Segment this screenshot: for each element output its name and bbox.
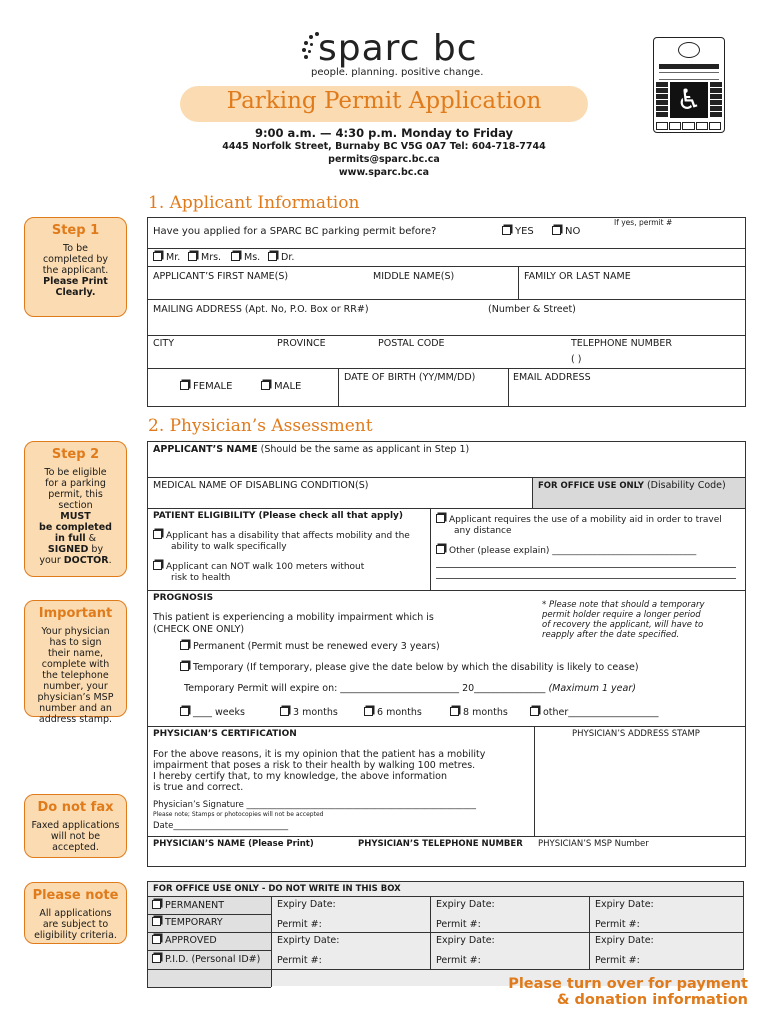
no-option[interactable]: NO — [552, 226, 580, 237]
step2-text: To be eligible — [44, 467, 107, 478]
duration-8-months[interactable]: 8 months — [450, 707, 508, 718]
tagline: people. planning. positive change. — [311, 67, 484, 78]
office-expiry-date: Expirty Date: — [277, 935, 340, 946]
footer-line: Please turn over for payment — [508, 976, 748, 992]
prognosis-temporary[interactable]: Temporary (If temporary, please give the date below by which the disability is likely to cease) — [180, 662, 639, 673]
important-title: Important — [38, 606, 113, 621]
office-expiry-date: Expiry Date: — [436, 899, 495, 910]
step1-text: completed by — [42, 254, 109, 265]
8-months-checkbox[interactable] — [450, 707, 459, 716]
eligibility-mobility-aid[interactable]: Applicant requires the use of a mobility aid in order to travel — [436, 514, 722, 525]
no-fax-title: Do not fax — [37, 800, 114, 815]
step1-text: the applicant. — [42, 265, 109, 276]
first-name-field[interactable]: APPLICANT’S FIRST NAME(S) — [153, 271, 289, 282]
eligibility-cannot-walk[interactable]: Applicant can NOT walk 100 meters without — [153, 561, 364, 572]
office-permit-number: Permit #: — [277, 955, 322, 966]
duration-other[interactable]: other___________________ — [530, 707, 659, 718]
certification-text: For the above reasons, it is my opinion that the patient has a mobility impairment that poses a risk to their health by walking 100 metres. I hereby certify that, to my knowledge, the above information is true and correct. — [153, 749, 486, 793]
office-permit-number: Permit #: — [436, 955, 481, 966]
temporary-expiry-field[interactable]: Temporary Permit will expire on: _________________________ 20_______________ (Maximum 1 year) — [184, 683, 636, 694]
important-text: the telephone — [42, 670, 109, 681]
eligibility-checkbox[interactable] — [436, 545, 445, 554]
important-box — [24, 600, 127, 725]
section1-title: 1. Applicant Information — [148, 193, 360, 213]
medical-condition-field[interactable]: MEDICAL NAME OF DISABLING CONDITION(S) — [153, 480, 369, 491]
important-text: number, your — [43, 681, 108, 692]
applicant-name-field[interactable]: APPLICANT’S NAME (Should be the same as applicant in Step 1) — [153, 444, 470, 455]
office-permit-number: Permit #: — [277, 919, 322, 930]
step1-box — [24, 217, 127, 317]
logo-text: sparc bc — [318, 28, 478, 69]
important-text: complete with — [41, 659, 110, 670]
step2-title: Step 2 — [51, 447, 100, 462]
email-field[interactable]: EMAIL ADDRESS — [513, 372, 591, 383]
other-duration-checkbox[interactable] — [530, 707, 539, 716]
city-field[interactable]: CITY — [153, 338, 175, 349]
no-fax-box — [24, 794, 127, 858]
no-checkbox[interactable] — [552, 226, 561, 235]
no-fax-text: Faxed applications — [31, 820, 120, 831]
duration-6-months[interactable]: 6 months — [364, 707, 422, 718]
office-temporary: TEMPORARY — [152, 917, 223, 928]
important-text: address stamp. — [38, 714, 113, 725]
important-text: has to sign — [49, 637, 102, 648]
office-expiry-date: Expiry Date: — [436, 935, 495, 946]
office-temporary-checkbox — [152, 917, 161, 926]
mr-checkbox[interactable] — [153, 252, 162, 261]
section2-title: 2. Physician’s Assessment — [148, 416, 373, 436]
step2-text: for a parking — [45, 478, 106, 489]
duration-weeks[interactable]: ____ weeks — [180, 707, 245, 718]
please-note-text: are subject to — [42, 919, 109, 930]
if-yes-permit-label: If yes, permit # — [614, 218, 673, 227]
step2-text: permit, this — [48, 489, 103, 500]
telephone-area-code: ( ) — [571, 354, 582, 365]
contact-email: permits@sparc.bc.ca — [328, 154, 440, 165]
please-note-title: Please note — [32, 888, 119, 903]
step2-text: your DOCTOR. — [39, 555, 112, 566]
eligibility-text: risk to health — [171, 573, 231, 583]
please-note-text: All applications — [39, 908, 112, 919]
disability-code-field: FOR OFFICE USE ONLY (Disability Code) — [538, 480, 726, 491]
step2-text: be completed — [39, 522, 112, 533]
office-expiry-date: Expiry Date: — [595, 935, 654, 946]
number-street-label: (Number & Street) — [488, 304, 576, 315]
website: www.sparc.bc.ca — [338, 167, 430, 178]
dob-field[interactable]: DATE OF BIRTH (YY/MM/DD) — [344, 372, 476, 383]
eligibility-checkbox[interactable] — [436, 514, 445, 523]
eligibility-text: ability to walk specifically — [171, 542, 287, 552]
office-approved-checkbox — [152, 935, 161, 944]
patient-eligibility-label: PATIENT ELIGIBILITY (Please check all that apply) — [153, 511, 404, 521]
signature-date-field[interactable]: Date___________________________ — [153, 821, 289, 831]
province-field[interactable]: PROVINCE — [277, 338, 326, 349]
office-permit-number: Permit #: — [595, 955, 640, 966]
office-use-header: FOR OFFICE USE ONLY - DO NOT WRITE IN THIS BOX — [153, 884, 401, 894]
office-expiry-date: Expiry Date: — [277, 899, 336, 910]
eligibility-mobility-disability[interactable]: Applicant has a disability that affects mobility and the — [153, 530, 410, 541]
eligibility-text: any distance — [454, 526, 512, 536]
parking-permit-icon — [653, 37, 725, 133]
please-note-text: eligibility criteria. — [34, 930, 117, 941]
weeks-checkbox[interactable] — [180, 707, 189, 716]
office-pid-checkbox — [152, 954, 161, 963]
step1-text: Please Print — [43, 276, 108, 287]
yes-checkbox[interactable] — [502, 226, 511, 235]
title-dr[interactable]: Dr. — [268, 252, 294, 263]
eligibility-checkbox[interactable] — [153, 530, 162, 539]
physician-telephone-field[interactable]: PHYSICIAN’S TELEPHONE NUMBER — [358, 839, 523, 849]
page-title: Parking Permit Application — [226, 88, 542, 114]
office-permit-number: Permit #: — [436, 919, 481, 930]
physician-name-field[interactable]: PHYSICIAN’S NAME (Please Print) — [153, 839, 314, 849]
mrs-checkbox[interactable] — [188, 252, 197, 261]
please-note-box — [24, 882, 127, 944]
no-fax-text: will not be — [50, 831, 101, 842]
duration-3-months[interactable]: 3 months — [280, 707, 338, 718]
step1-title: Step 1 — [51, 223, 100, 238]
middle-name-field[interactable]: MIDDLE NAME(S) — [373, 271, 455, 282]
signature-note: Please note; Stamps or photocopies will not be accepted — [153, 811, 324, 818]
physician-msp-field[interactable]: PHYSICIAN’S MSP Number — [538, 839, 649, 849]
important-text: number and an — [39, 703, 112, 714]
applied-before-label: Have you applied for a SPARC BC parking permit before? — [153, 226, 437, 237]
family-name-field[interactable]: FAMILY OR LAST NAME — [524, 271, 631, 282]
3-months-checkbox[interactable] — [280, 707, 289, 716]
office-permit-number: Permit #: — [595, 919, 640, 930]
title-mr[interactable]: Mr. — [153, 252, 180, 263]
step2-text: MUST — [60, 511, 91, 522]
dr-checkbox[interactable] — [268, 252, 277, 261]
temporary-checkbox[interactable] — [180, 662, 189, 671]
eligibility-checkbox[interactable] — [153, 561, 162, 570]
footer-line: & donation information — [556, 992, 748, 1008]
title-ms[interactable]: Ms. — [231, 252, 260, 263]
title-mrs[interactable]: Mrs. — [188, 252, 221, 263]
permanent-checkbox[interactable] — [180, 641, 189, 650]
important-text: physician’s MSP — [37, 692, 114, 703]
step1-text: Clearly. — [55, 287, 96, 298]
important-text: Your physician — [41, 626, 110, 637]
step1-text: To be — [63, 243, 88, 254]
gender-female[interactable]: FEMALE — [180, 381, 232, 392]
step2-text: section — [58, 500, 93, 511]
office-expiry-date: Expiry Date: — [595, 899, 654, 910]
step2-text: SIGNED by — [47, 544, 104, 555]
mailing-address-field[interactable]: MAILING ADDRESS (Apt. No, P.O. Box or RR#) — [153, 304, 369, 315]
step2-box — [24, 441, 127, 577]
office-approved: APPROVED — [152, 935, 217, 946]
step2-text: in full & — [54, 533, 97, 544]
footer-note — [508, 976, 748, 1008]
prognosis-permanent[interactable]: Permanent (Permit must be renewed every 3 years) — [180, 641, 440, 652]
important-text: their name, — [47, 648, 104, 659]
prognosis-text: This patient is experiencing a mobility impairment which is — [153, 612, 434, 623]
prognosis-label: PROGNOSIS — [153, 593, 214, 603]
6-months-checkbox[interactable] — [364, 707, 373, 716]
eligibility-other[interactable]: Other (please explain) ________________________________ — [436, 545, 696, 556]
yes-option[interactable]: YES — [502, 226, 534, 237]
office-hours: 9:00 a.m. — 4:30 p.m. Monday to Friday — [254, 126, 514, 140]
male-checkbox[interactable] — [261, 381, 270, 390]
ms-checkbox[interactable] — [231, 252, 240, 261]
postal-code-field[interactable]: POSTAL CODE — [378, 338, 445, 349]
office-pid: P.I.D. (Personal ID#) — [152, 954, 260, 965]
physician-certification-label: PHYSICIAN’S CERTIFICATION — [153, 729, 297, 739]
physician-signature-field[interactable]: Physician’s Signature ______________________________________________________ — [153, 800, 477, 810]
office-permanent: PERMANENT — [152, 900, 224, 911]
prognosis-text: (CHECK ONE ONLY) — [153, 624, 245, 635]
physician-address-stamp-area[interactable]: PHYSICIAN’S ADDRESS STAMP — [572, 729, 700, 739]
prognosis-note: * Please note that should a temporary permit holder require a longer period of recovery the applicant, will have to reapply after the date specified. — [542, 600, 705, 640]
gender-male[interactable]: MALE — [261, 381, 301, 392]
no-fax-text: accepted. — [52, 842, 99, 853]
office-address: 4445 Norfolk Street, Burnaby BC V5G 0A7 Tel: 604-718-7744 — [222, 141, 546, 152]
wheelchair-icon: ♿ — [670, 82, 708, 118]
female-checkbox[interactable] — [180, 381, 189, 390]
office-permanent-checkbox — [152, 900, 161, 909]
telephone-field[interactable]: TELEPHONE NUMBER — [571, 338, 672, 349]
